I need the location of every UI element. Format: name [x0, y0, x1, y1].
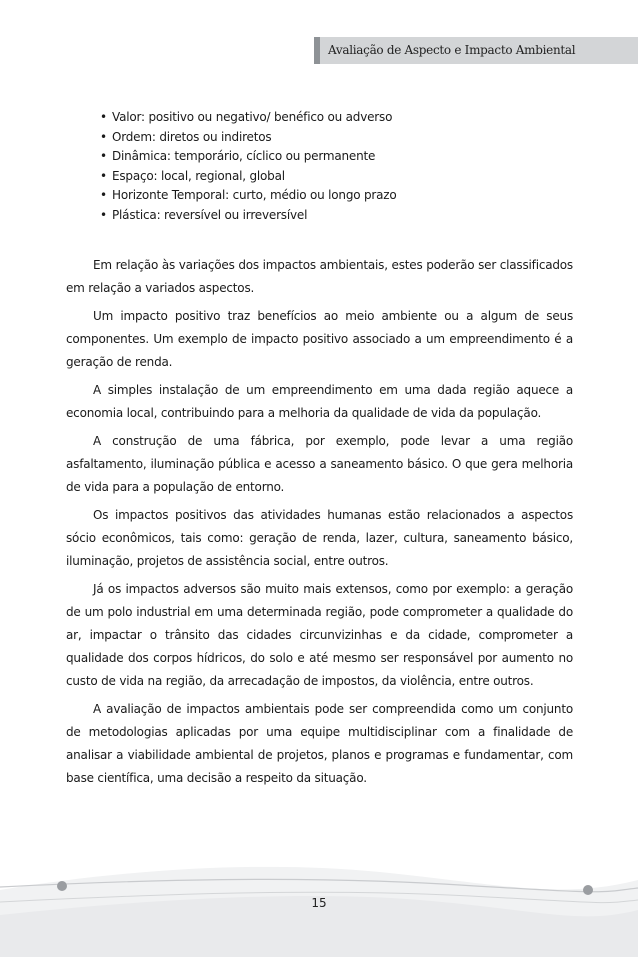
bullet-item: [100, 128, 397, 148]
paragraph: Os impactos positivos das atividades humanas estão relacionados a aspectos sócio econômicos, tais como: geração de renda, lazer, cultura, saneamento básico, iluminação, projetos de assistência social, entre outros.: [66, 508, 573, 568]
bullet-text: Horizonte Temporal: curto, médio ou longo prazo: [112, 188, 397, 202]
bullet-item: [100, 108, 397, 128]
header-accent: [314, 37, 320, 64]
bullet-item: [100, 167, 397, 187]
bullet-text: Espaço: local, regional, global: [112, 168, 285, 183]
bullet-list: [100, 108, 397, 225]
bullet-item: [100, 186, 397, 206]
bullet-dot-icon: •: [100, 110, 107, 124]
bullet-item: [100, 206, 397, 226]
bullet-dot-icon: •: [100, 207, 107, 222]
running-header-title: Avaliação de Aspecto e Impacto Ambiental: [328, 43, 576, 57]
bullet-text: Dinâmica: temporário, cíclico ou permanente: [112, 149, 376, 163]
bullet-dot-icon: •: [100, 188, 107, 202]
footer-wave-decoration: [0, 830, 638, 957]
bullet-dot-icon: •: [100, 149, 107, 163]
paragraph: A avaliação de impactos ambientais pode ser compreendida como um conjunto de metodologias aplicadas por uma equipe multidisciplinar com a finalidade de analisar a viabilidade ambiental de projetos, planos e programas e fundamentar, com base científica, uma decisão a respeito da situação.: [66, 702, 573, 785]
body-text: [66, 254, 573, 795]
paragraph: Um impacto positivo traz benefícios ao meio ambiente ou a algum de seus componentes. Um exemplo de impacto positivo associado a um empreendimento é a geração de renda.: [66, 309, 573, 369]
paragraph: A construção de uma fábrica, por exemplo, pode levar a uma região asfaltamento, iluminação pública e acesso a saneamento básico. O que gera melhoria de vida para a população de entorno.: [66, 434, 573, 494]
bullet-text: Valor: positivo ou negativo/ benéfico ou adverso: [112, 110, 393, 124]
page-number: 15: [311, 896, 327, 910]
paragraph: Em relação às variações dos impactos ambientais, estes poderão ser classificados em relação a variados aspectos.: [66, 258, 573, 295]
paragraph: A simples instalação de um empreendimento em uma dada região aquece a economia local, contribuindo para a melhoria da qualidade de vida da população.: [66, 383, 573, 420]
paragraph: Já os impactos adversos são muito mais extensos, como por exemplo: a geração de um polo industrial em uma determinada região, pode comprometer a qualidade do ar, impactar o trânsito das cidades circunvizinhas e da cidade, comprometer a qualidade dos corpos hídricos, do solo e até mesmo ser responsável por aumento no custo de vida na região, da arrecadação de impostos, da violência, entre outros.: [66, 582, 573, 688]
bullet-dot-icon: •: [100, 129, 107, 144]
bullet-item: [100, 147, 397, 167]
bullet-dot-icon: •: [100, 168, 107, 183]
bullet-text: Plástica: reversível ou irreversível: [112, 207, 308, 222]
bullet-text: Ordem: diretos ou indiretos: [112, 129, 272, 144]
